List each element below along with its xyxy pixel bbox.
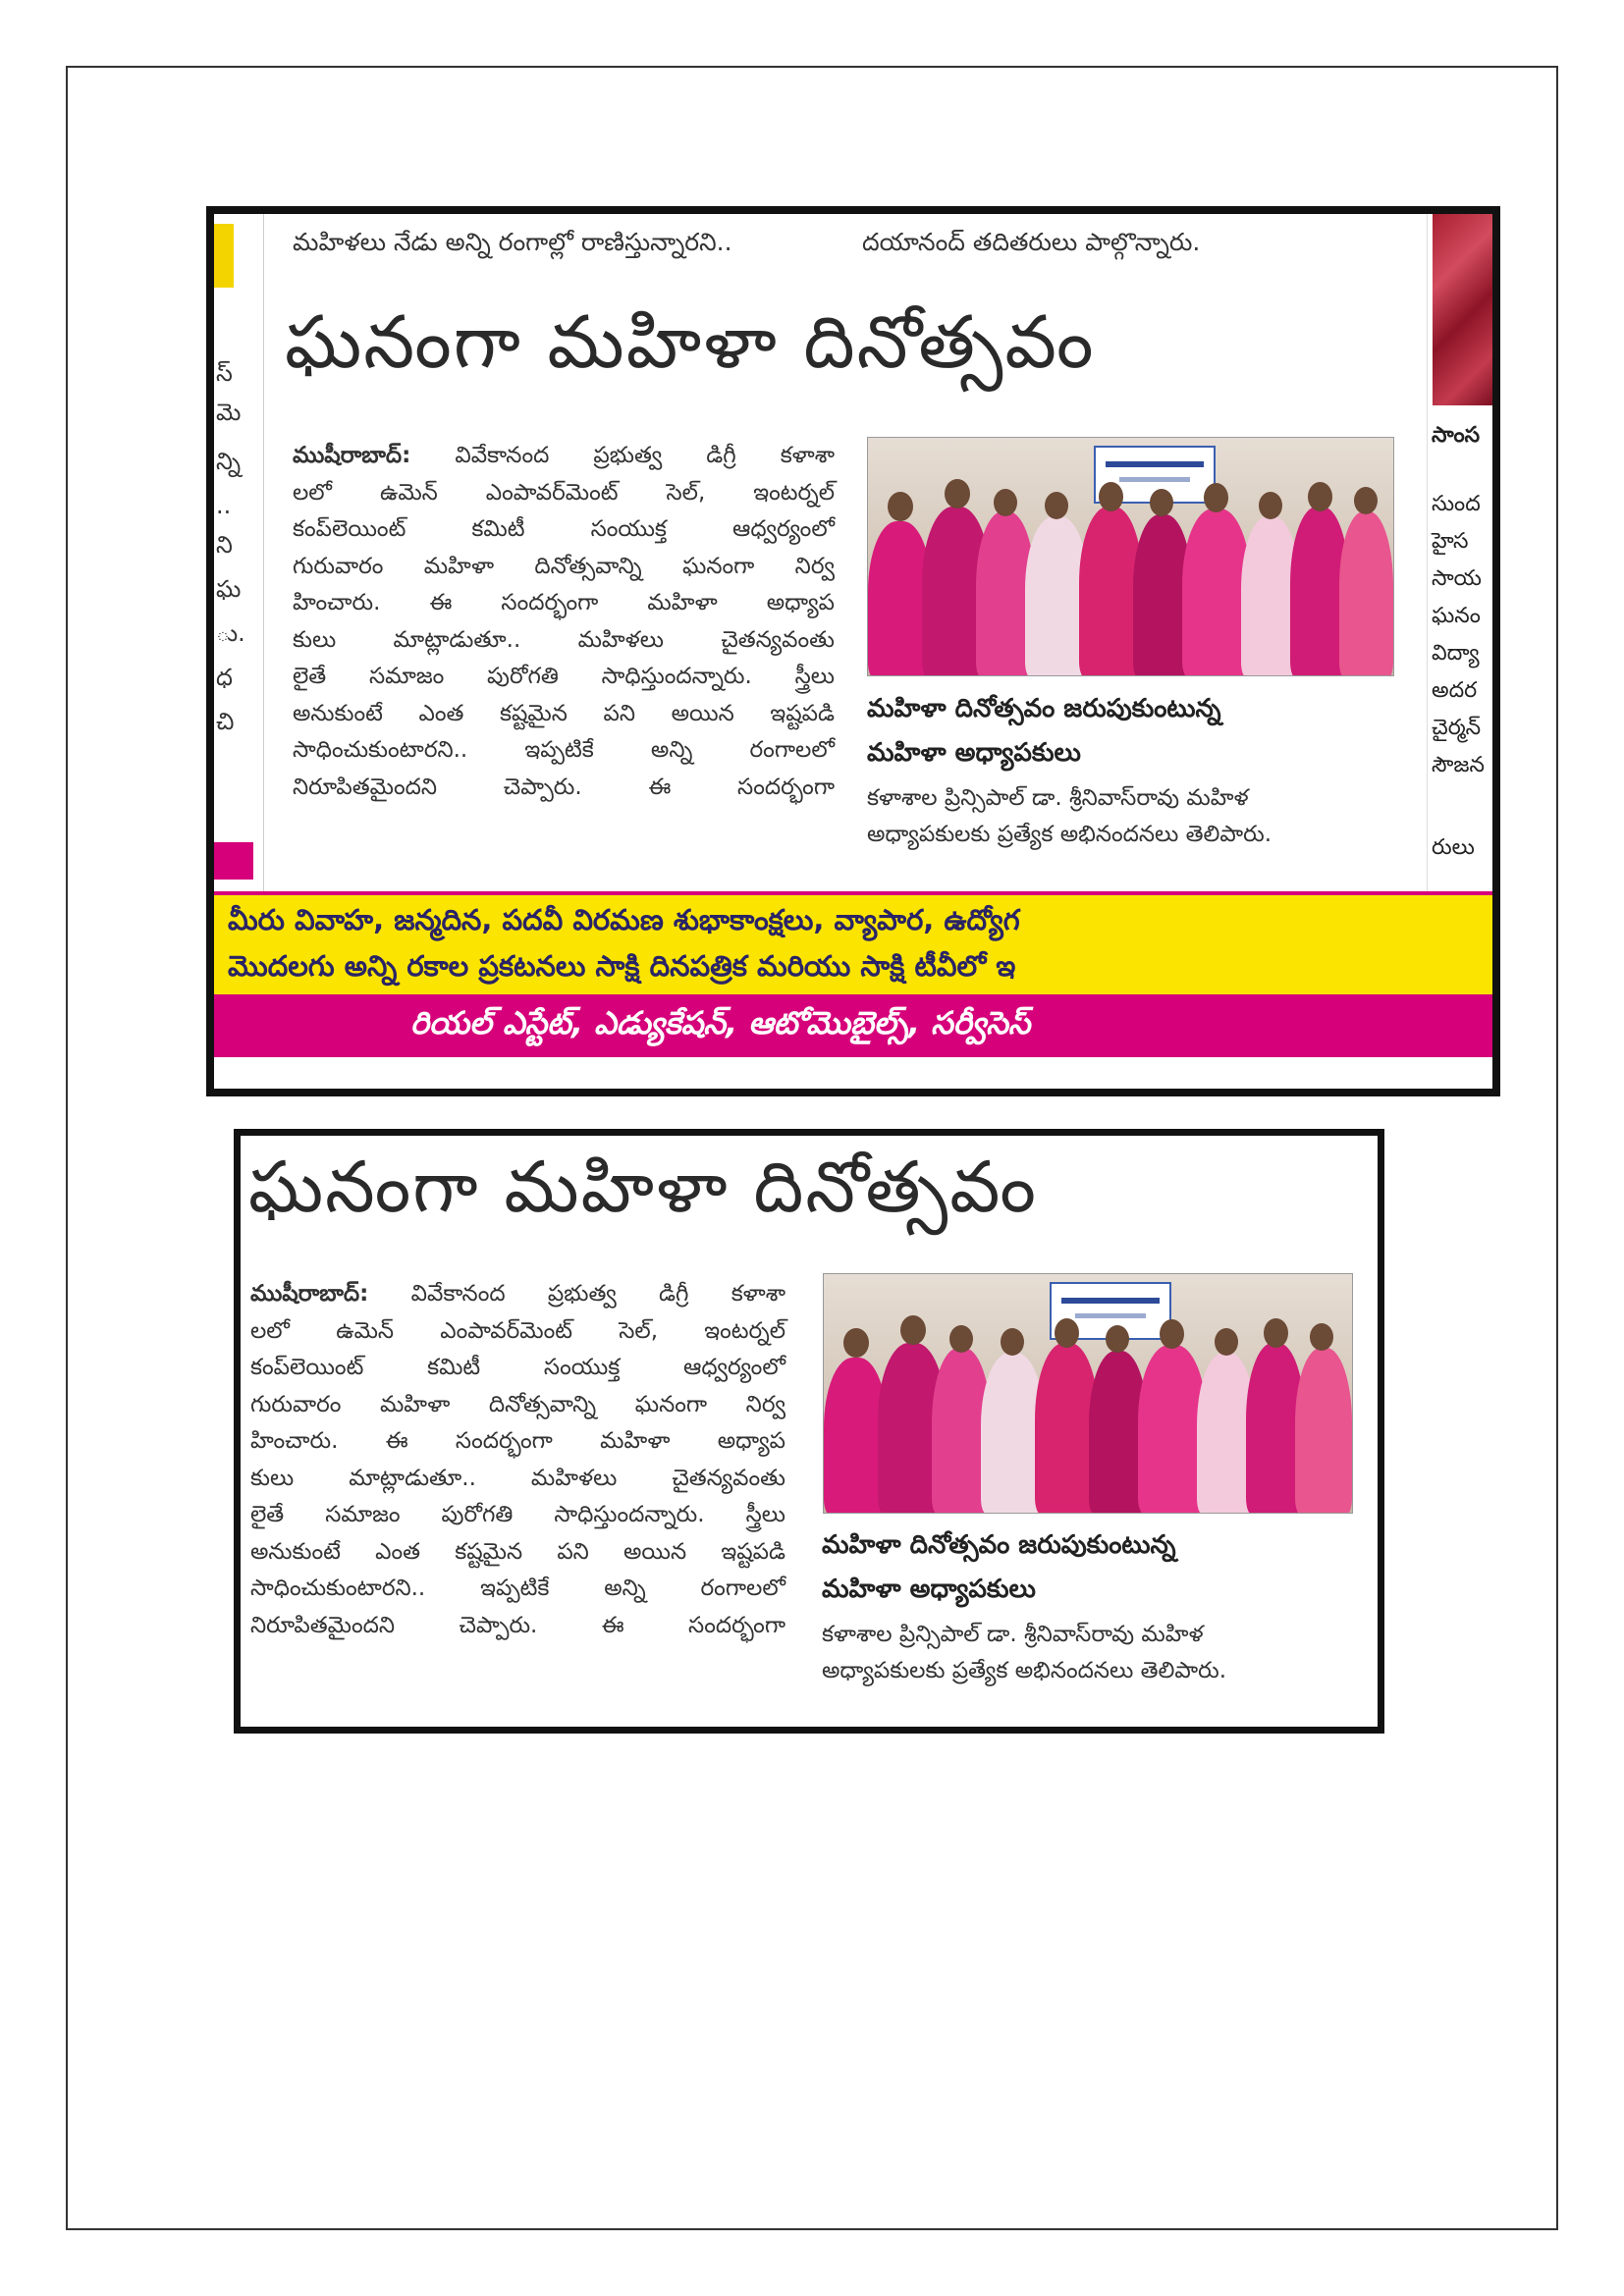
strip-char: ధ [216, 664, 233, 691]
continuation-line-1: కళాశాల ప్రిన్సిపాల్ డా. శ్రీనివాస్‌రావు మహిళ [867, 785, 1249, 811]
strip-char: ు. [216, 619, 245, 647]
group-photo [867, 437, 1394, 676]
photo-caption-line-1: మహిళా దినోత్సవం జరుపుకుంటున్న [867, 694, 1221, 723]
strip-word: అదర [1432, 678, 1478, 703]
strip-char: ఘ [216, 575, 242, 603]
article-line: గురువారం మహిళా దినోత్సవాన్ని ఘనంగా నిర్వ [293, 553, 835, 579]
top-line-left: మహిళలు నేడు అన్ని రంగాల్లో రాణిస్తున్నారని.. [293, 228, 732, 256]
ad-banner-yellow [214, 891, 1492, 998]
strip-word: సాయ [1432, 566, 1482, 591]
magenta-mark [214, 842, 253, 880]
article-line: కంప్‌లెయింట్ కమిటీ సంయుక్త ఆధ్వర్యంలో [250, 1355, 785, 1380]
strip-char: ని [216, 531, 233, 559]
strip-word: సాంస [1432, 423, 1481, 448]
continuation-line-1: కళాశాల ప్రిన్సిపాల్ డా. శ్రీనివాస్‌రావు మహిళ [822, 1622, 1204, 1647]
dateline: ముషీరాబాద్: [250, 1281, 369, 1307]
ad-banner-magenta [214, 994, 1492, 1057]
dateline: ముషీరాబాద్: [293, 443, 411, 468]
right-adjacent-column [1427, 214, 1492, 891]
continuation-line-2: అధ్యాపకులకు ప్రత్యేక అభినందనలు తెలిపారు. [867, 822, 1272, 847]
strip-char: న్ని [216, 448, 242, 475]
strip-word: హైస [1432, 529, 1469, 554]
headline: ఘనంగా మహిళా దినోత్సవం [285, 300, 1096, 385]
ad-line-3: రియల్ ఎస్టేట్, ఎడ్యుకేషన్, ఆటోమొబైల్స్, సర్వీసెస్ [410, 1004, 1031, 1041]
article-line: లైతే సమాజం పురోగతి సాధిస్తుందన్నారు. స్త్రీలు [250, 1502, 785, 1527]
left-adjacent-column [214, 214, 264, 891]
photo-caption-line-2: మహిళా అధ్యాపకులు [867, 738, 1081, 768]
photo-caption-line-2: మహిళా అధ్యాపకులు [822, 1575, 1036, 1604]
article-line: అనుకుంటే ఎంత కష్టమైన పని అయిన ఇష్టపడి [293, 700, 835, 726]
article-line: కులు మాట్లాడుతూ.. మహిళలు చైతన్యవంతు [293, 626, 835, 653]
strip-word: సౌజన [1432, 753, 1485, 777]
strip-word: సుంద [1432, 492, 1481, 516]
article-line: నిరూపితమైందని చెప్పారు. ఈ సందర్భంగా [250, 1612, 785, 1638]
article-line: ముషీరాబాద్: వివేకానంద ప్రభుత్వ డిగ్రీ కళాశా [250, 1281, 785, 1307]
continuation-line-2: అధ్యాపకులకు ప్రత్యేక అభినందనలు తెలిపారు. [822, 1658, 1227, 1683]
strip-word: చైర్మన్ [1432, 716, 1482, 740]
strip-char: .. [216, 492, 232, 519]
strip-word: రులు [1432, 835, 1475, 860]
ad-line-2: మొదలగు అన్ని రకాల ప్రకటనలు సాక్షి దినపత్రిక మరియు సాక్షి టీవీలో ఇ [228, 949, 1016, 983]
article-line: సాధించుకుంటారని.. ఇప్పటికే అన్ని రంగాలలో [293, 737, 835, 763]
article-body [293, 438, 835, 806]
yellow-mark [214, 224, 234, 288]
group-photo [823, 1273, 1353, 1514]
newspaper-clipping-cropped [234, 1129, 1384, 1734]
strip-char: స్ [216, 359, 233, 387]
strip-char: చి [216, 708, 235, 735]
strip-word: విద్యా [1432, 641, 1480, 666]
ad-line-1: మీరు వివాహ, జన్మదిన, పదవీ విరమణ శుభాకాంక్షలు, వ్యాపార, ఉద్యోగ [228, 903, 1020, 936]
article-line: సాధించుకుంటారని.. ఇప్పటికే అన్ని రంగాలలో [250, 1575, 785, 1601]
newspaper-clipping-full [206, 206, 1500, 1096]
article-body [250, 1276, 785, 1644]
article-line: నిరూపితమైందని చెప్పారు. ఈ సందర్భంగా [293, 774, 835, 800]
headline: ఘనంగా మహిళా దినోత్సవం [248, 1146, 1038, 1228]
article-line: లలో ఉమెన్ ఎంపావర్‌మెంట్ సెల్, ఇంటర్నల్ [293, 479, 835, 506]
strip-char: మె [216, 399, 242, 426]
article-line: కులు మాట్లాడుతూ.. మహిళలు చైతన్యవంతు [250, 1465, 785, 1491]
strip-word: ఘనం [1432, 604, 1481, 628]
article-line: లలో ఉమెన్ ఎంపావర్‌మెంట్ సెల్, ఇంటర్నల్ [250, 1317, 785, 1344]
article-line: లైతే సమాజం పురోగతి సాధిస్తుందన్నారు. స్త్రీలు [293, 664, 835, 689]
article-line: కంప్‌లెయింట్ కమిటీ సంయుక్త ఆధ్వర్యంలో [293, 516, 835, 542]
article-line: హించారు. ఈ సందర్భంగా మహిళా అధ్యాప [293, 590, 835, 615]
top-line-right: దయానంద్ తదితరులు పాల్గొన్నారు. [862, 228, 1201, 256]
saree-photo-fragment [1433, 214, 1492, 405]
photo-caption-line-1: మహిళా దినోత్సవం జరుపుకుంటున్న [822, 1530, 1176, 1560]
article-line: ముషీరాబాద్: వివేకానంద ప్రభుత్వ డిగ్రీ కళాశా [293, 443, 835, 468]
article-line: గురువారం మహిళా దినోత్సవాన్ని ఘనంగా నిర్వ [250, 1391, 785, 1417]
article-line: అనుకుంటే ఎంత కష్టమైన పని అయిన ఇష్టపడి [250, 1538, 785, 1565]
article-line: హించారు. ఈ సందర్భంగా మహిళా అధ్యాప [250, 1428, 785, 1454]
